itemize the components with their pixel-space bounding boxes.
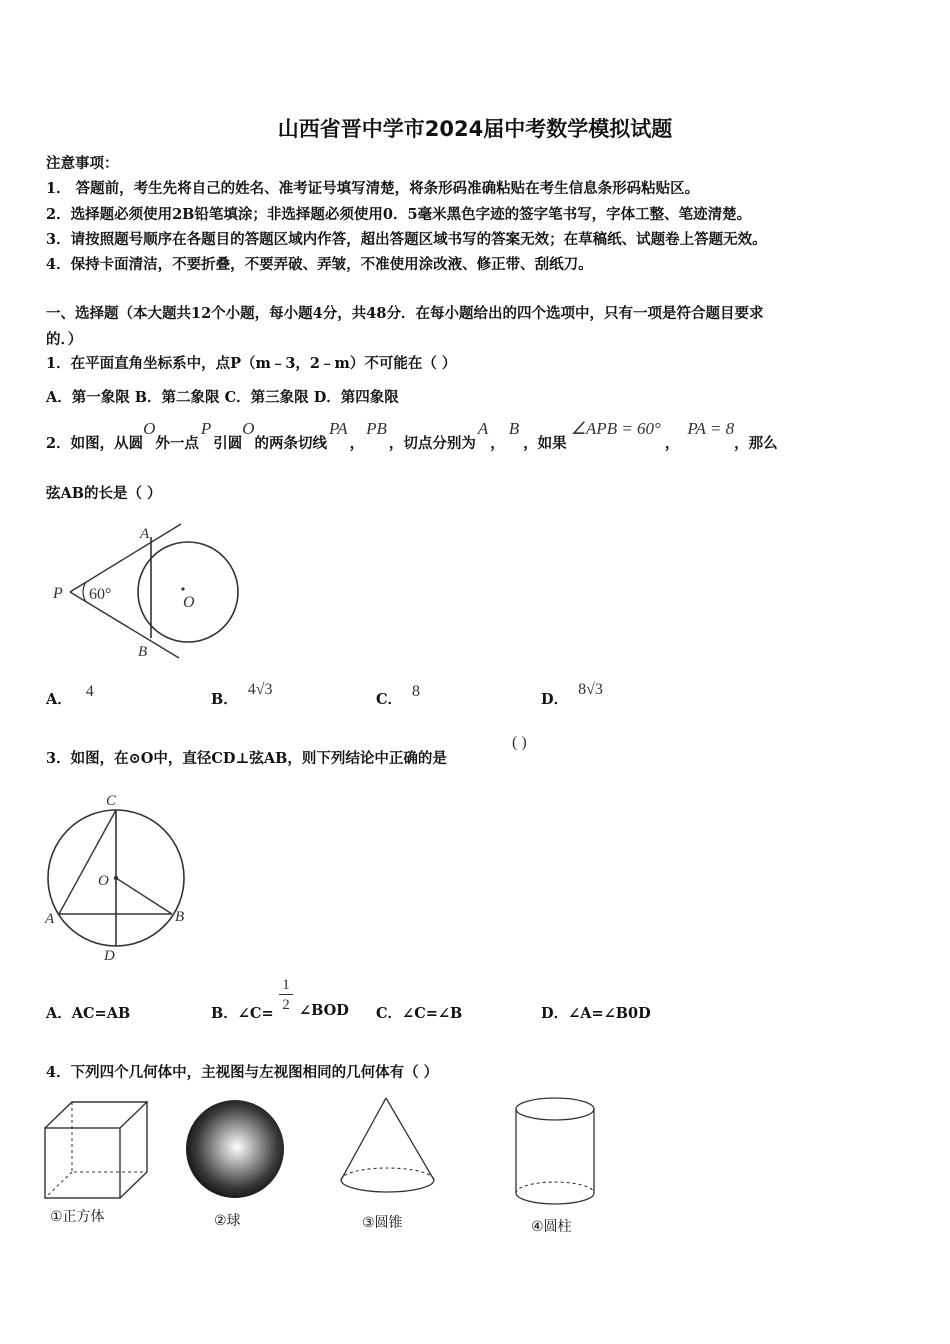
q2-text: ， <box>349 435 365 452</box>
label-o: O <box>98 873 109 889</box>
cylinder-figure <box>510 1093 600 1213</box>
q2-option-d[interactable] <box>541 678 603 708</box>
q3-option-c[interactable]: C．∠C=∠B <box>376 1005 463 1022</box>
notice-item: 1． 答题前，考生先将自己的姓名、准考证号填写清楚，将条形码准确粘贴在考生信息条形码粘贴区。 <box>46 180 700 197</box>
segment-ac <box>59 810 116 914</box>
cube-front <box>45 1128 120 1198</box>
shape-label-cylinder: ④圆柱 <box>531 1219 572 1235</box>
page-title: 山西省晋中学市2024届中考数学模拟试题 <box>277 117 673 141</box>
q3-stem: 3．如图，在⊙O中，直径CD⊥弦AB，则下列结论中正确的是 <box>46 750 447 767</box>
notice-item: 3．请按照题号顺序在各题目的答题区域内作答，超出答题区域书写的答案无效；在草稿纸、试题卷上答题无效。 <box>46 231 767 248</box>
q2-tangent-pb: PB <box>366 419 387 438</box>
label-o: O <box>183 594 195 611</box>
q2-point-a: A <box>477 419 489 438</box>
section-heading-cont: 的．） <box>46 331 83 348</box>
shape-label-cone: ③圆锥 <box>362 1215 403 1231</box>
q3-figure <box>40 790 200 965</box>
q3-option-d[interactable]: D．∠A=∠B0D <box>541 1005 651 1022</box>
q2-angle: ∠APB = 60° <box>570 419 661 438</box>
q2-stem <box>46 420 778 454</box>
fraction-denominator: 2 <box>282 997 290 1013</box>
q3-option-a[interactable]: A．AC=AB <box>46 1005 131 1022</box>
label-a: A <box>45 911 55 927</box>
q4-stem: 4．下列四个几何体中，主视图与左视图相同的几何体有（ ） <box>46 1064 439 1081</box>
fraction-numerator: 1 <box>282 977 290 993</box>
shape-label-cube: ①正方体 <box>50 1209 105 1225</box>
q2-circle-o: O <box>143 419 156 438</box>
q2-tangent-pa: PA <box>329 419 348 438</box>
q2-text: 外一点 <box>155 435 199 452</box>
q2-text: 的两条切线 <box>254 435 328 452</box>
center-dot <box>114 876 118 880</box>
q2-text: ， <box>490 435 505 452</box>
q2-option-c[interactable] <box>376 680 421 708</box>
option-text: B．∠C= <box>211 1005 274 1022</box>
tangent-pa <box>70 524 181 592</box>
q2-text: ，切点分别为 <box>388 435 476 452</box>
cone-side-left <box>341 1098 386 1180</box>
option-label: C． <box>376 691 403 708</box>
label-angle: 60° <box>89 586 112 603</box>
label-b: B <box>175 909 185 925</box>
cube-hidden <box>45 1172 72 1198</box>
cube-figure <box>40 1098 152 1203</box>
option-value: 8√3 <box>578 681 603 698</box>
center-dot <box>181 587 184 590</box>
label-a: A <box>140 526 150 542</box>
option-value: 4√3 <box>247 681 273 698</box>
option-label: A． <box>46 691 72 708</box>
q2-circle-o: O <box>242 419 255 438</box>
q2-stem-cont: 弦AB的长是（ ） <box>46 485 162 502</box>
section-heading: 一、选择题（本大题共12个小题，每小题4分，共48分．在每小题给出的四个选项中，只有一项是符合题目要求 <box>46 305 764 322</box>
cylinder-top <box>516 1098 594 1120</box>
cylinder-base-back <box>516 1182 594 1193</box>
label-c: C <box>106 793 117 809</box>
q1-options[interactable]: A．第一象限 B．第二象限 C．第三象限 D．第四象限 <box>46 389 399 406</box>
cone-base-back <box>341 1168 434 1180</box>
q2-text: 2．如图，从圆 <box>46 435 144 452</box>
q2-text: ， <box>664 435 680 452</box>
option-text: ∠BOD <box>299 1002 349 1019</box>
q2-text: ，如果 <box>523 435 567 452</box>
label-p: P <box>53 585 63 602</box>
circle-o <box>138 542 238 642</box>
q1-stem: 1．在平面直角坐标系中，点P（m﹣3，2﹣m）不可能在（ ） <box>46 355 457 372</box>
fraction <box>279 976 293 1015</box>
q2-point-p: P <box>200 419 212 438</box>
label-b: B <box>138 644 148 660</box>
q2-length: PA = 8 <box>687 419 735 438</box>
notice-heading: 注意事项： <box>46 155 119 172</box>
option-value: 4 <box>85 683 94 700</box>
sphere <box>186 1100 284 1198</box>
cone-base-front <box>341 1180 434 1192</box>
option-label: B． <box>211 691 238 708</box>
q2-text: 引圆 <box>213 435 243 452</box>
cone-figure <box>336 1094 440 1200</box>
notice-item: 2．选择题必须使用2B铅笔填涂；非选择题必须使用0．5毫米黑色字迹的签字笔书写，字体工整、笔迹清楚。 <box>46 206 752 223</box>
option-label: D． <box>541 691 569 708</box>
q2-point-b: B <box>508 419 520 438</box>
q2-figure <box>48 518 248 663</box>
notice-item: 4．保持卡面清洁，不要折叠，不要弄破、弄皱，不准使用涂改液、修正带、刮纸刀。 <box>46 256 593 273</box>
tangent-pb <box>70 592 179 658</box>
cube-top <box>45 1102 147 1128</box>
label-d: D <box>104 948 115 964</box>
q2-text: ，那么 <box>734 435 778 452</box>
cylinder-base-front <box>516 1193 594 1204</box>
angle-arc <box>83 582 86 602</box>
q2-option-b[interactable] <box>211 678 273 708</box>
q2-option-a[interactable] <box>46 680 94 708</box>
q3-paren: ( ) <box>512 734 527 751</box>
option-value: 8 <box>412 683 421 700</box>
cube-side <box>120 1102 147 1198</box>
shape-label-sphere: ②球 <box>214 1213 241 1229</box>
sphere-figure <box>184 1098 286 1200</box>
segment-ob <box>116 878 172 914</box>
